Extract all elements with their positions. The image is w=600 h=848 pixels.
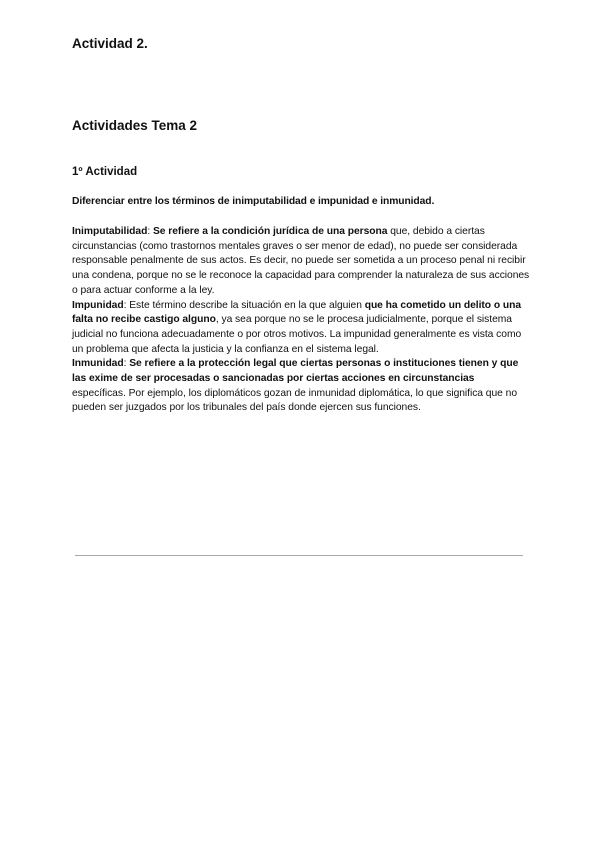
definition-emphasis: Se refiere a la protección legal que ciertas personas o instituciones tienen y que las exime de ser procesadas o sancionadas por ciertas acciones en circunstancias (72, 358, 519, 385)
document-title: Actividad 2. (72, 36, 148, 51)
definition-impunidad (72, 299, 530, 358)
horizontal-rule (75, 555, 523, 556)
definition-inmunidad (72, 357, 530, 416)
definition-emphasis: Se refiere a la condición jurídica de una persona (152, 226, 388, 237)
definition-lead-text: : Este término describe la situación en la que alguien (123, 299, 365, 311)
definition-text: , ya sea porque no se le procesa judicialmente, porque el sistema judicial no funciona adecuadamente o por otros motivos. La impunidad generalmente es vista como un problema que afecta la justicia y la confianza en el sistema legal. (72, 314, 522, 355)
term-impunidad: Impunidad (72, 299, 124, 311)
activity-heading: 1º Actividad (72, 166, 138, 178)
section-title: Actividades Tema 2 (72, 118, 198, 133)
activity-prompt: Diferenciar entre los términos de inimputabilidad e impunidad e inmunidad. (72, 196, 435, 207)
definition-inimputabilidad (72, 225, 530, 299)
definition-emphasis: que ha cometido un delito o una falta no recibe castigo alguno (72, 299, 522, 326)
term-separator: : (147, 226, 153, 237)
term-inimputabilidad: Inimputabilidad (72, 226, 148, 237)
term-inmunidad: Inmunidad (72, 358, 124, 370)
term-separator: : (123, 358, 130, 370)
definition-text: específicas. Por ejemplo, los diplomáticos gozan de inmunidad diplomática, lo que significa que no pueden ser juzgados por los tribunales del país donde ejercen sus funciones. (72, 387, 517, 414)
definition-text: que, debido a ciertas circunstancias (como trastornos mentales graves o ser menor de edad), no puede ser considerada responsable penalmente de sus actos. Es decir, no puede ser sometida a un proceso penal ni recibir una condena, porque no se le reconoce la capacidad para comprender la naturaleza de sus acciones o para actuar conforme a la ley. (72, 226, 530, 296)
definitions-block (72, 225, 530, 416)
